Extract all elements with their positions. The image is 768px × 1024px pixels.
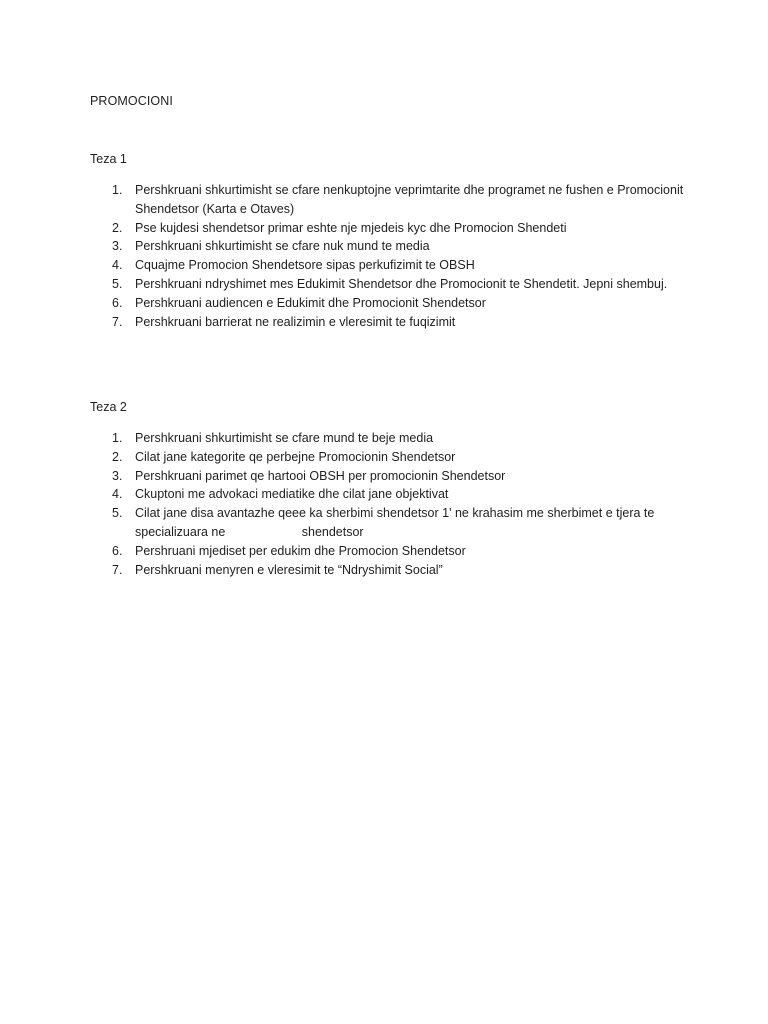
question-list-teza-1 (90, 181, 690, 331)
list-item: 7. Pershkruani menyren e vleresimit te “Ndryshimit Social” (90, 561, 690, 580)
question-text: Pershkruani ndryshimet mes Edukimit Shendetsor dhe Promocionit te Shendetit. Jepni shembuj. (135, 276, 668, 291)
question-text: Pershkruani shkurtimisht se cfare nenkuptojne veprimtarite dhe programet ne fushen e Promocionit Shendetsor (Karta e Otaves) (135, 183, 687, 216)
list-item: 2. Pse kujdesi shendetsor primar eshte nje mjedeis kyc dhe Promocion Shendeti (90, 219, 690, 238)
section-title-teza-1: Teza 1 (90, 152, 127, 166)
question-text: Pershkruani parimet qe hartooi OBSH per promocionin Shendetsor (135, 468, 506, 483)
list-item: 1. Pershkruani shkurtimisht se cfare mund te beje media (90, 429, 690, 448)
question-text: Pershkruani barrierat ne realizimin e vleresimit te fuqizimit (135, 314, 456, 329)
list-item: 5. Pershkruani ndryshimet mes Edukimit Shendetsor dhe Promocionit te Shendetit. Jepni shembuj. (90, 275, 690, 294)
list-item: 6. Pershruani mjediset per edukim dhe Promocion Shendetsor (90, 542, 690, 561)
question-text: Pershkruani menyren e vleresimit te “Ndryshimit Social” (135, 562, 443, 577)
question-text: Pershkruani shkurtimisht se cfare nuk mund te media (135, 239, 430, 254)
document-title: PROMOCIONI (90, 94, 173, 108)
section-title-teza-2: Teza 2 (90, 400, 127, 414)
list-item: 6. Pershkruani audiencen e Edukimit dhe Promocionit Shendetsor (90, 294, 690, 313)
list-item: 5. Cilat jane disa avantazhe qeee ka sherbimi shendetsor 1' ne krahasim me sherbimet e tjera te specializuara ne shendetsor (90, 504, 690, 542)
question-text: Pershruani mjediset per edukim dhe Promocion Shendetsor (135, 543, 466, 558)
list-item: 3. Pershkruani parimet qe hartooi OBSH per promocionin Shendetsor (90, 467, 690, 486)
list-item: 7. Pershkruani barrierat ne realizimin e vleresimit te fuqizimit (90, 313, 690, 332)
question-text: Ckuptoni me advokaci mediatike dhe cilat jane objektivat (135, 487, 449, 502)
question-text: Pershkruani shkurtimisht se cfare mund te beje media (135, 431, 434, 445)
list-item: 1. Pershkruani shkurtimisht se cfare nenkuptojne veprimtarite dhe programet ne fushen e Promocionit Shendetsor (Karta e Otaves) (90, 181, 690, 219)
question-list-teza-2 (90, 429, 690, 579)
question-text: Cilat jane kategorite qe perbejne Promocionin Shendetsor (135, 449, 456, 464)
question-text: Pse kujdesi shendetsor primar eshte nje mjedeis kyc dhe Promocion Shendeti (135, 220, 567, 235)
question-text: Cquajme Promocion Shendetsore sipas perkufizimit te OBSH (135, 258, 475, 273)
list-item: 4. Cquajme Promocion Shendetsore sipas perkufizimit te OBSH (90, 256, 690, 275)
list-item: 2. Cilat jane kategorite qe perbejne Promocionin Shendetsor (90, 448, 690, 467)
list-item: 3. Pershkruani shkurtimisht se cfare nuk mund te media (90, 237, 690, 256)
list-item: 4. Ckuptoni me advokaci mediatike dhe cilat jane objektivat (90, 485, 690, 504)
question-text: Cilat jane disa avantazhe qeee ka sherbimi shendetsor 1' ne krahasim me sherbimet e tjera te specializuara ne shendetsor (135, 506, 658, 539)
question-text: Pershkruani audiencen e Edukimit dhe Promocionit Shendetsor (135, 295, 486, 310)
